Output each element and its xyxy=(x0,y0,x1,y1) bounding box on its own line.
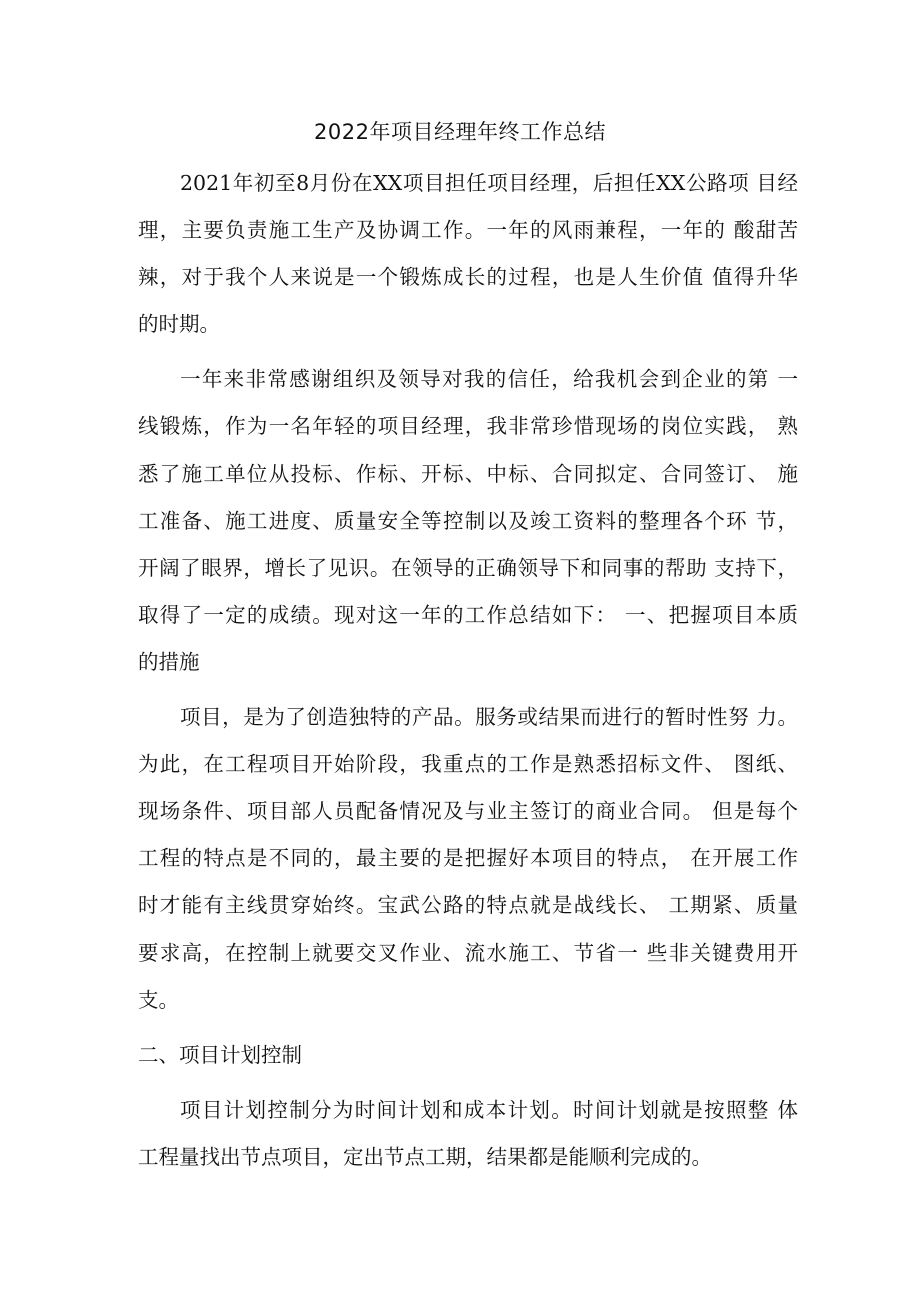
paragraph-2 xyxy=(138,356,798,686)
text-line: 的措施 xyxy=(138,649,200,674)
paragraph-gap xyxy=(138,348,798,356)
document-title: 2022年项目经理年终工作总结 xyxy=(314,120,606,144)
text-line: 开阔了眼界，增长了见识。在领导的正确领导下和同事的帮助 支持下， xyxy=(138,555,798,580)
text-line: 为此，在工程项目开始阶段，我重点的工作是熟悉招标文件、 图纸、 xyxy=(138,752,798,777)
section-heading: 二、项目计划控制 xyxy=(138,1042,302,1067)
text-line: 项目计划控制分为时间计划和成本计划。时间计划就是按照整 体 xyxy=(180,1097,798,1122)
text-line: 的时期。 xyxy=(138,312,220,337)
paragraph-gap xyxy=(138,686,798,694)
text-line: 取得了一定的成绩。现对这一年的工作总结如下： 一、把握项目本质 xyxy=(138,602,798,627)
text-line: 项目，是为了创造独特的产品。服务或结果而进行的暂时性努 力。 xyxy=(180,705,798,730)
paragraph-3 xyxy=(138,694,798,1024)
text-line: 线锻炼，作为一名年轻的项目经理，我非常珍惜现场的岗位实践， 熟 xyxy=(138,414,798,439)
text-line: 悉了施工单位从投标、作标、开标、中标、合同拟定、合同签订、 施 xyxy=(138,461,798,486)
text-line: 2021年初至8月份在XX项目担任项目经理，后担任XX公路项 目经 xyxy=(180,171,798,195)
paragraph-4 xyxy=(138,1087,798,1181)
text-line: 支。 xyxy=(138,987,179,1012)
text-line: 工程量找出节点项目，定出节点工期，结果都是能顺利完成的。 xyxy=(138,1144,712,1169)
text-line: 要求高，在控制上就要交叉作业、流水施工、节省一 些非关键费用开 xyxy=(138,940,798,965)
paragraph-1 xyxy=(138,160,798,348)
text-line: 一年来非常感谢组织及领导对我的信任，给我机会到企业的第 一 xyxy=(180,367,798,392)
text-line: 理，主要负责施工生产及协调工作。一年的风雨兼程，一年的 酸甜苦 xyxy=(138,218,798,243)
text-line: 工准备、施工进度、质量安全等控制以及竣工资料的整理各个环 节， xyxy=(138,508,798,533)
document-body xyxy=(138,160,798,1181)
paragraph-gap xyxy=(138,1079,798,1087)
text-line: 时才能有主线贯穿始终。宝武公路的特点就是战线长、 工期紧、质量 xyxy=(138,893,798,918)
text-line: 辣，对于我个人来说是一个锻炼成长的过程，也是人生价值 值得升华 xyxy=(138,265,798,290)
section-heading-2 xyxy=(138,1032,798,1079)
text-line: 现场条件、项目部人员配备情况及与业主签订的商业合同。 但是每个 xyxy=(138,799,798,824)
paragraph-gap xyxy=(138,1024,798,1032)
text-line: 工程的特点是不同的，最主要的是把握好本项目的特点， 在开展工作 xyxy=(138,846,798,871)
